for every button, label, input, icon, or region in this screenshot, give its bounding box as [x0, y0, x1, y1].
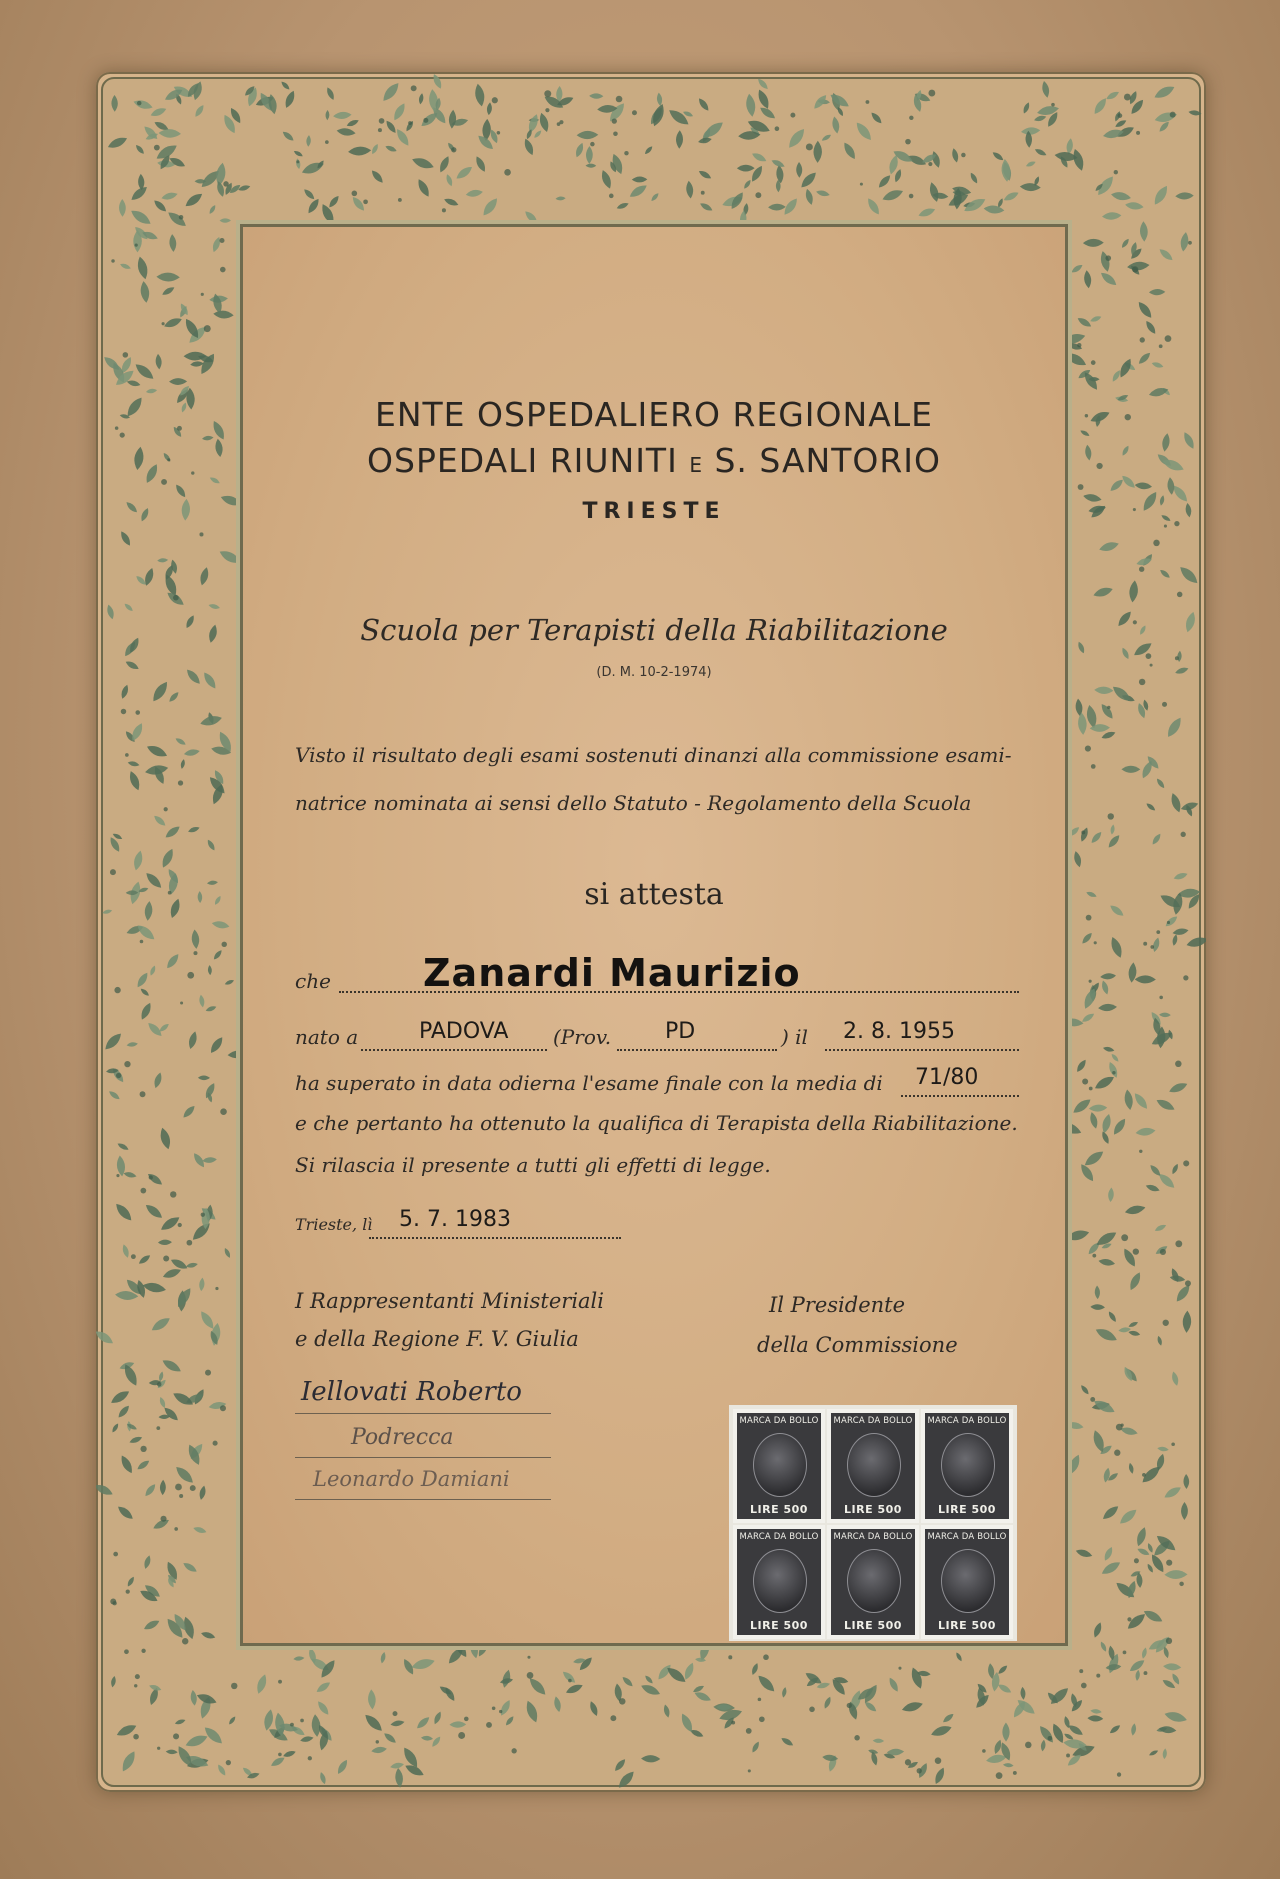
province-value: PD [665, 1019, 696, 1044]
issue-date-value: 5. 7. 1983 [399, 1207, 511, 1232]
institution-line-2 [243, 441, 1065, 480]
stamp-header-text: MARCA DA BOLLO [739, 1532, 819, 1542]
stamp-header-text: MARCA DA BOLLO [927, 1416, 1007, 1426]
place-label: Trieste, lì [295, 1215, 373, 1234]
institution-line-2-end: S. SANTORIO [714, 441, 941, 480]
il-label: ) il [781, 1025, 808, 1049]
birthdate-value: 2. 8. 1955 [843, 1019, 955, 1044]
stamp-value-text: LIRE 500 [938, 1619, 996, 1632]
institution-city: TRIESTE [582, 499, 726, 524]
stamp-portrait-icon [753, 1433, 807, 1497]
revenue-stamp [827, 1409, 919, 1523]
birthdate-dotted-line [825, 1049, 1019, 1051]
revenue-stamps-block [729, 1405, 1017, 1641]
prov-label: (Prov. [553, 1025, 612, 1049]
institution-line-2-main: OSPEDALI RIUNITI [367, 441, 678, 480]
signature-line-2 [295, 1457, 551, 1458]
school-name: Scuola per Terapisti della Riabilitazione [360, 613, 948, 647]
issue-date-dotted-line [369, 1237, 621, 1239]
left-signatory-line-1: I Rappresentanti Ministeriali [295, 1289, 604, 1313]
right-signatory-line-2: della Commissione [757, 1333, 958, 1357]
qualification-line: e che pertanto ha ottenuto la qualifica di Terapista della Riabilitazione. [295, 1111, 1018, 1135]
stamp-value-text: LIRE 500 [750, 1503, 808, 1516]
right-signatory-line-1: Il Presidente [769, 1293, 906, 1317]
signature-1: Iellovati Roberto [301, 1377, 522, 1407]
stamp-portrait-icon [847, 1549, 901, 1613]
che-label: che [295, 969, 331, 993]
preamble-line-1: Visto il risultato degli esami sostenuti dinanzi alla commissione esami- [295, 743, 1012, 767]
birth-row [295, 1017, 995, 1057]
attesta-heading: si attesta [584, 877, 724, 912]
grade-row [295, 1065, 995, 1105]
stamp-header-text: MARCA DA BOLLO [833, 1532, 913, 1542]
certificate-body [240, 224, 1068, 1646]
stamp-value-text: LIRE 500 [938, 1503, 996, 1516]
school-decree: (D. M. 10-2-1974) [596, 665, 712, 680]
signature-3: Leonardo Damiani [313, 1467, 510, 1491]
left-signatory-line-2: e della Regione F. V. Giulia [295, 1327, 579, 1351]
grade-value: 71/80 [915, 1065, 979, 1090]
stamp-value-text: LIRE 500 [750, 1619, 808, 1632]
stamp-portrait-icon [847, 1433, 901, 1497]
issue-date-row [295, 1207, 995, 1247]
revenue-stamp [733, 1409, 825, 1523]
grade-dotted-line [901, 1095, 1019, 1097]
stamp-value-text: LIRE 500 [844, 1503, 902, 1516]
preamble-line-2: natrice nominata ai sensi dello Statuto - Regolamento della Scuola [295, 791, 972, 815]
revenue-stamp [827, 1525, 919, 1639]
stamp-portrait-icon [753, 1549, 807, 1613]
release-line: Si rilascia il presente a tutti gli effetti di legge. [295, 1153, 771, 1177]
signature-line-1 [295, 1413, 551, 1414]
revenue-stamp [733, 1525, 825, 1639]
institution-line-1: ENTE OSPEDALIERO REGIONALE [374, 395, 934, 434]
stamp-portrait-icon [941, 1433, 995, 1497]
stamp-header-text: MARCA DA BOLLO [739, 1416, 819, 1426]
stamp-value-text: LIRE 500 [844, 1619, 902, 1632]
stamp-header-text: MARCA DA BOLLO [927, 1532, 1007, 1542]
revenue-stamp [921, 1525, 1013, 1639]
name-row [295, 951, 995, 997]
decorative-frame [96, 72, 1206, 1792]
signature-line-3 [295, 1499, 551, 1500]
province-dotted-line [617, 1049, 777, 1051]
stamp-portrait-icon [941, 1549, 995, 1613]
birthplace-value: PADOVA [419, 1019, 509, 1044]
nato-label: nato a [295, 1025, 359, 1049]
institution-line-2-conjunction: E [689, 453, 703, 477]
revenue-stamp [921, 1409, 1013, 1523]
recipient-name: Zanardi Maurizio [423, 951, 801, 995]
superato-label: ha superato in data odierna l'esame finale con la media di [295, 1071, 883, 1095]
birthplace-dotted-line [361, 1049, 547, 1051]
signature-2: Podrecca [351, 1425, 454, 1450]
stamp-header-text: MARCA DA BOLLO [833, 1416, 913, 1426]
